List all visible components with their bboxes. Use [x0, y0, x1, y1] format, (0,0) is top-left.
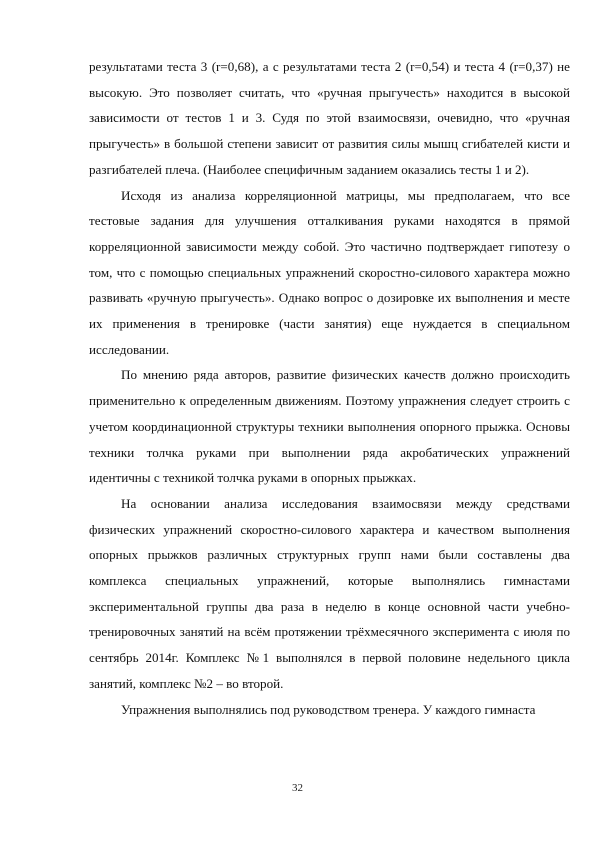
paragraph-trainer-supervision: Упражнения выполнялись под руководством тренера. У каждого гимнаста — [121, 701, 536, 717]
page-number: 32 — [292, 782, 303, 794]
paragraph-exercise-complexes: На основании анализа исследования взаимосвязи между средствами физических упражнений скоростно-силового характера и качеством выполнения опорных прыжков различных структурных групп нами были составлены два комплекса специальных упражнений, которые выполнялись гимнастами экспериментальной группы два раза в неделю в конце основной части учебно-тренировочных занятий на всём протяжении трёхмесячного эксперимента с июля по сентябрь 2014г. Комплекс №1 выполнялся в первой половине недельного цикла занятий, комплекс №2 – во второй. — [89, 495, 570, 691]
paragraph-correlation-matrix: Исходя из анализа корреляционной матрицы, мы предполагаем, что все тестовые задания для улучшения отталкивания руками находятся в прямой корреляционной зависимости между собой. Это частично подтверждает гипотезу о том, что с помощью специальных упражнений скоростно-силового характера можно развивать «ручную прыгучесть». Однако вопрос о дозировке их выполнения и месте их применения в тренировке (части занятия) еще нуждается в специальном исследовании. — [89, 187, 570, 357]
paragraph-authors-opinion: По мнению ряда авторов, развитие физических качеств должно происходить применительно к определенным движениям. Поэтому упражнения следует строить с учетом координационной структуры техники выполнения опорного прыжка. Основы техники толчка руками при выполнении ряда акробатических упражнений идентичны с техникой толчка руками в опорных прыжках. — [89, 367, 570, 486]
body-text — [89, 54, 570, 722]
paragraph-continuation: результатами теста 3 (r=0,68), а с результатами теста 2 (r=0,54) и теста 4 (r=0,37) не высокую. Это позволяет считать, что «ручная прыгучесть» находится в высокой зависимости от тестов 1 и 3. Судя по этой взаимосвязи, очевидно, что «ручная прыгучесть» в большой степени зависит от развития силы мышц сгибателей кисти и разгибателей плеча. (Наиболее специфичным заданием оказались тесты 1 и 2). — [89, 59, 570, 177]
